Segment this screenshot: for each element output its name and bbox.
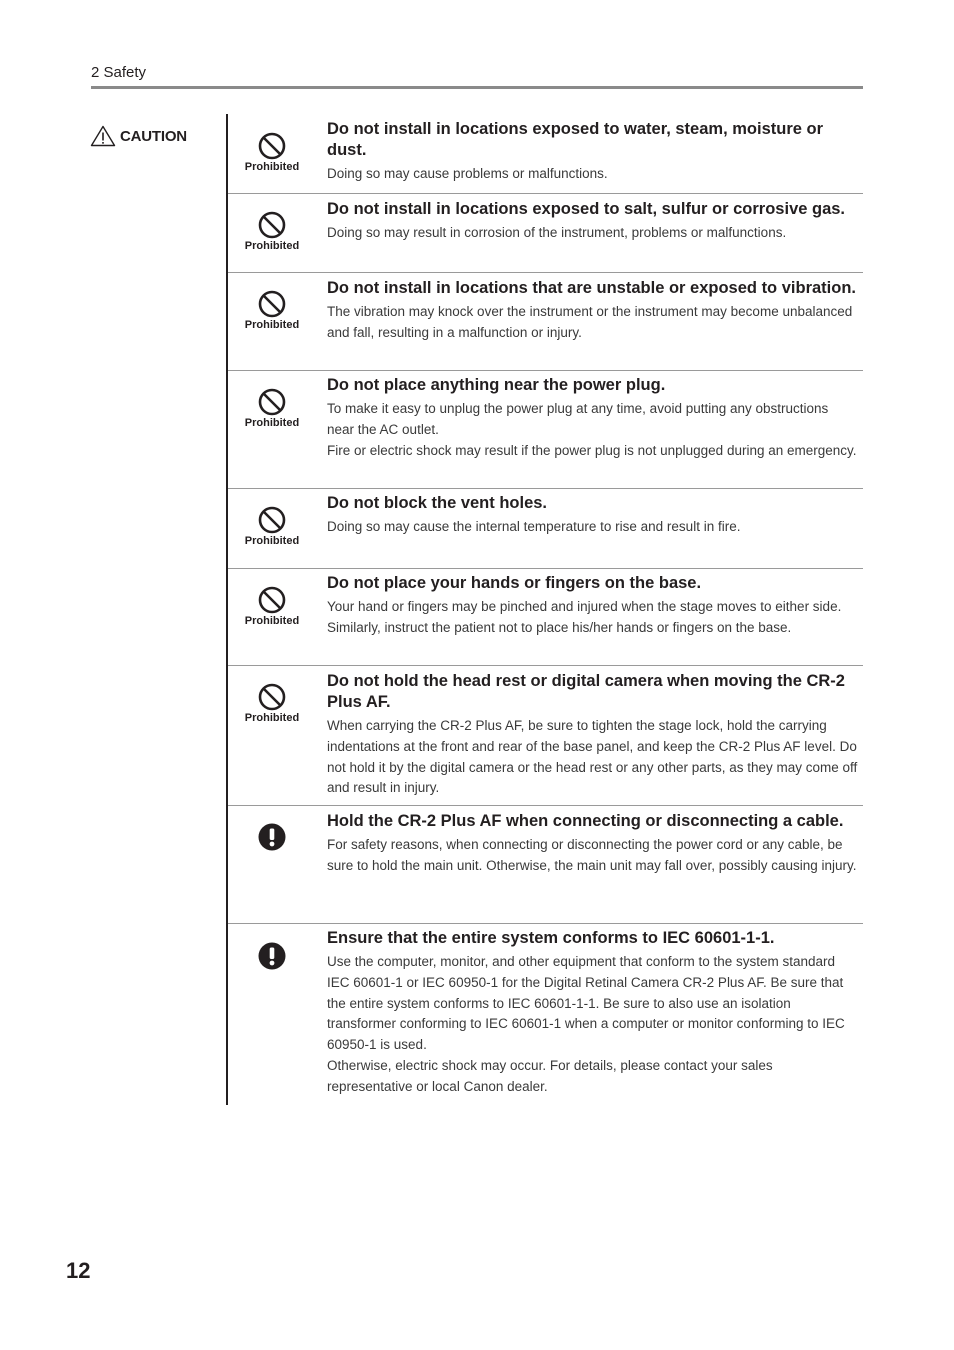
mandatory-icon xyxy=(258,942,286,970)
warning-triangle-icon xyxy=(90,125,116,147)
item-body: Doing so may cause problems or malfunctions. xyxy=(327,166,608,181)
list-item xyxy=(228,569,863,666)
list-item xyxy=(228,371,863,489)
item-title: Do not install in locations that are unstable or exposed to vibration. xyxy=(327,279,856,297)
icon-caption: Prohibited xyxy=(244,615,300,627)
item-icon-wrap xyxy=(228,506,316,547)
item-icon-wrap xyxy=(228,683,316,724)
prohibited-icon xyxy=(258,388,286,416)
item-title: Do not place your hands or fingers on the base. xyxy=(327,574,702,592)
item-title: Do not install in locations exposed to water, steam, moisture or dust. xyxy=(327,120,824,159)
caution-list xyxy=(228,114,863,1105)
item-icon-wrap xyxy=(228,942,316,970)
item-icon-wrap xyxy=(228,388,316,429)
item-title: Do not place anything near the power plug. xyxy=(327,376,666,394)
item-body: Doing so may cause the internal temperature to rise and result in fire. xyxy=(327,519,741,534)
icon-caption: Prohibited xyxy=(244,240,300,252)
caution-text: CAUTION xyxy=(120,127,187,145)
item-icon-wrap xyxy=(228,132,316,173)
prohibited-icon xyxy=(258,211,286,239)
icon-caption: Prohibited xyxy=(244,161,300,173)
item-icon-wrap xyxy=(228,586,316,627)
list-item xyxy=(228,924,863,1105)
page-number: 12 xyxy=(66,1258,91,1283)
item-title: Hold the CR-2 Plus AF when connecting or disconnecting a cable. xyxy=(327,812,844,830)
item-icon-wrap xyxy=(228,290,316,331)
icon-caption: Prohibited xyxy=(244,319,300,331)
item-icon-wrap xyxy=(228,211,316,252)
item-body: Your hand or fingers may be pinched and injured when the stage moves to either side. Similarly, instruct the patient not to place his/her hands or fingers on the base. xyxy=(327,599,842,635)
icon-caption: Prohibited xyxy=(244,535,300,547)
item-title: Do not install in locations exposed to salt, sulfur or corrosive gas. xyxy=(327,200,846,218)
prohibited-icon xyxy=(258,290,286,318)
list-item xyxy=(228,489,863,569)
mandatory-icon xyxy=(258,823,286,851)
item-body: Doing so may result in corrosion of the instrument, problems or malfunctions. xyxy=(327,225,787,240)
list-item xyxy=(228,114,863,194)
caution-label xyxy=(90,125,187,147)
prohibited-icon xyxy=(258,506,286,534)
item-body: To make it easy to unplug the power plug at any time, avoid putting any obstructions near the AC outlet. Fire or electric shock may result if the power plug is not unplugged during an emergency. xyxy=(327,401,857,458)
prohibited-icon xyxy=(258,683,286,711)
item-icon-wrap xyxy=(228,823,316,851)
item-title: Do not hold the head rest or digital camera when moving the CR-2 Plus AF. xyxy=(327,672,845,711)
item-body: When carrying the CR-2 Plus AF, be sure to tighten the stage lock, hold the carrying indentations at the front and rear of the base panel, and keep the CR-2 Plus AF level. Do not hold it by the digital camera or the head rest or any other parts, as they may come off and result in injury. xyxy=(327,718,858,796)
section-header: 2 Safety xyxy=(91,64,147,81)
list-item xyxy=(228,194,863,273)
item-body: For safety reasons, when connecting or disconnecting the power cord or any cable, be sure to hold the main unit. Otherwise, the main unit may fall over, possibly causing injury. xyxy=(327,837,857,873)
list-item xyxy=(228,666,863,806)
icon-caption: Prohibited xyxy=(244,712,300,724)
item-body: Use the computer, monitor, and other equipment that conform to the system standard IEC 60601-1 or IEC 60950-1 for the Digital Retinal Camera CR-2 Plus AF. Be sure that the entire system conforms to IEC 60601-1-1. Be sure to also use an isolation transformer conforming to IEC 60601-1 when a computer or monitor conforming to IEC 60950-1 is used. Otherwise, electric shock may occur. For details, please contact your sales representative or local Canon dealer. xyxy=(327,954,845,1094)
list-item xyxy=(228,273,863,371)
item-body: The vibration may knock over the instrument or the instrument may become unbalanced and fall, resulting in a malfunction or injury. xyxy=(327,304,853,340)
prohibited-icon xyxy=(258,586,286,614)
item-title: Ensure that the entire system conforms to IEC 60601-1-1. xyxy=(327,929,775,947)
prohibited-icon xyxy=(258,132,286,160)
icon-caption: Prohibited xyxy=(244,417,300,429)
list-item xyxy=(228,806,863,924)
header-rule xyxy=(91,86,863,89)
item-title: Do not block the vent holes. xyxy=(327,494,548,512)
